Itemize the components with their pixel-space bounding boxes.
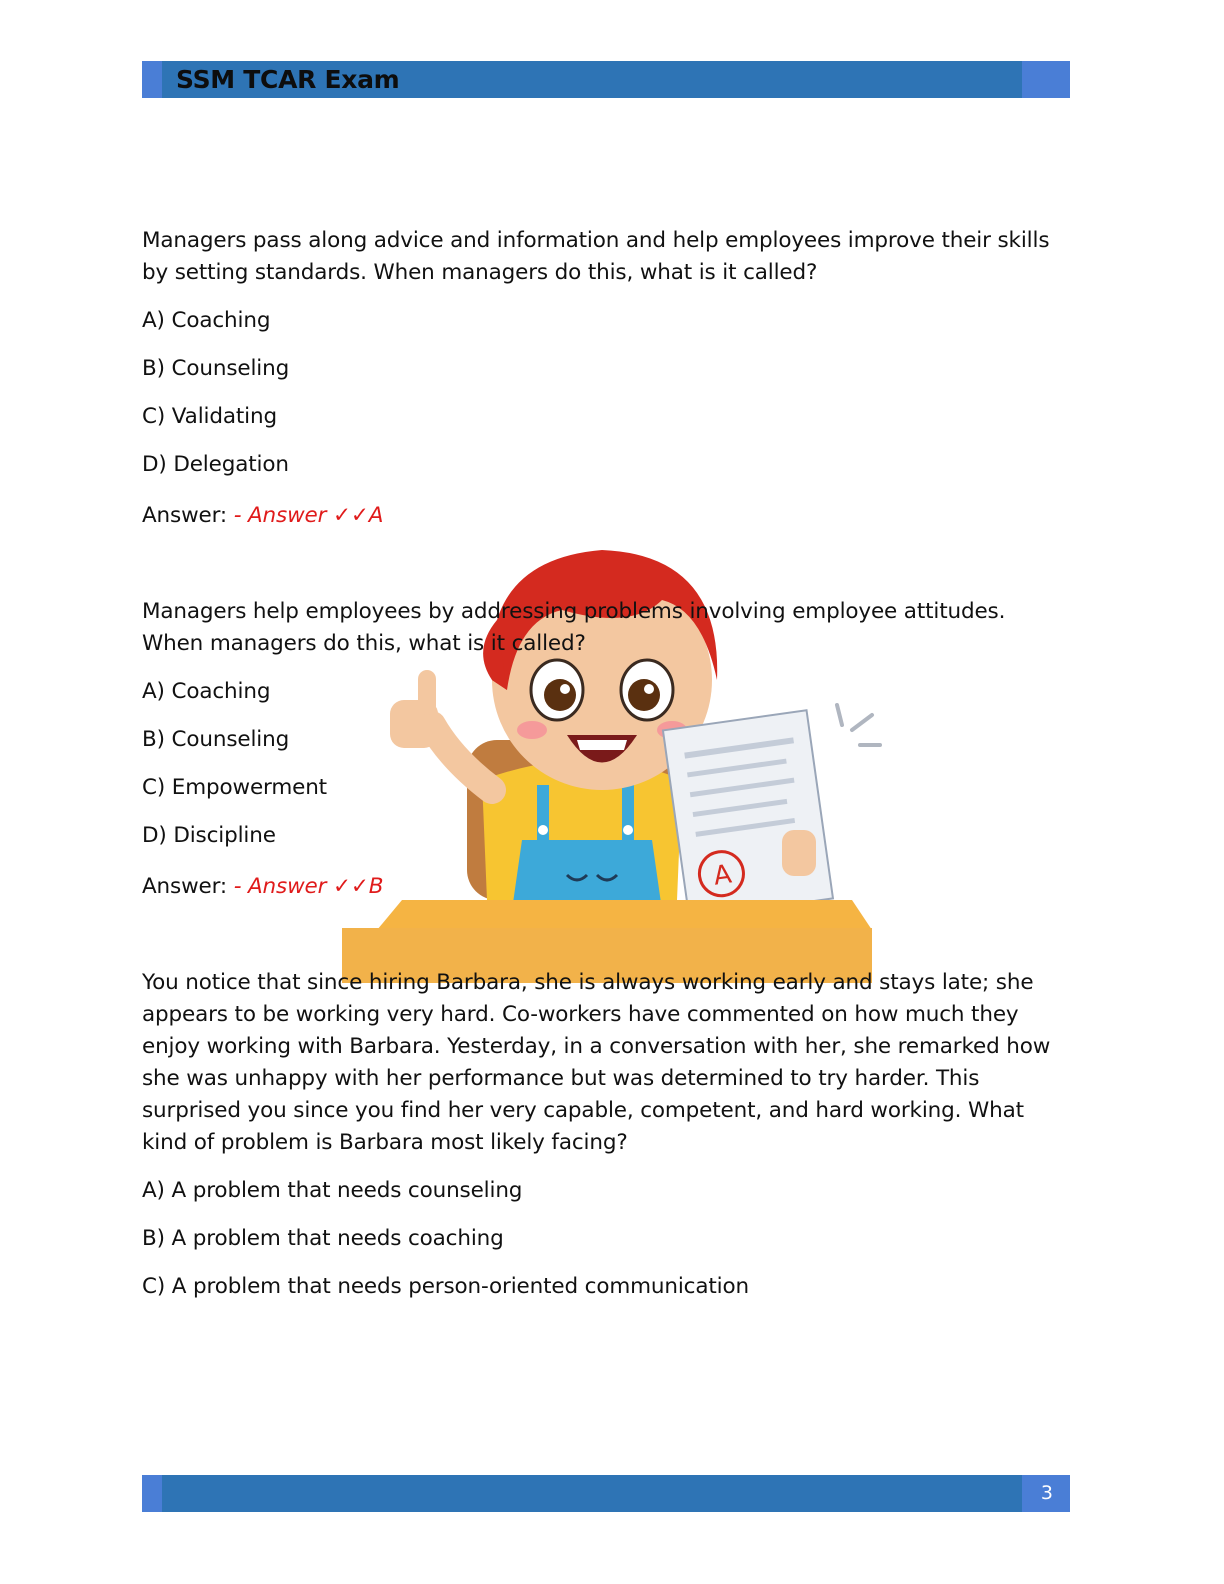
option-b: B) A problem that needs coaching (142, 1226, 504, 1251)
option-b: B) Counseling (142, 727, 290, 752)
answer-value: - Answer ✓✓B (227, 874, 384, 899)
answer-line (142, 500, 1072, 532)
header-title: SSM TCAR Exam (176, 65, 400, 94)
option-a: A) A problem that needs counseling (142, 1178, 523, 1203)
answer-value: - Answer ✓✓A (227, 503, 384, 528)
answer-label: Answer: (142, 874, 228, 899)
answer-label: Answer: (142, 503, 228, 528)
question-text: Managers help employees by addressing problems involving employee attitudes. When managers do this, what is it called? (142, 599, 1006, 656)
header-band (142, 61, 1070, 98)
question-block-2 (142, 596, 1072, 903)
option-c: C) Validating (142, 404, 277, 429)
option-a: A) Coaching (142, 679, 271, 704)
question-block-1 (142, 225, 1072, 532)
footer-band (142, 1475, 1070, 1512)
option-c: C) Empowerment (142, 775, 327, 800)
question-list (142, 225, 1072, 1367)
option-d: D) Delegation (142, 452, 289, 477)
question-text: Managers pass along advice and information and help employees improve their skills by setting standards. When managers do this, what is it called? (142, 228, 1050, 285)
question-text: You notice that since hiring Barbara, she is always working early and stays late; she appears to be working very hard. Co-workers have commented on how much they enjoy working with Barbara. Yesterday, in a conversation with her, she remarked how she was unhappy with her performance but was determined to try harder. This surprised you since you find her very capable, competent, and hard working. What kind of problem is Barbara most likely facing? (142, 970, 1051, 1155)
option-d: D) Discipline (142, 823, 276, 848)
question-block-3 (142, 967, 1072, 1303)
page-number: 3 (1040, 1482, 1053, 1504)
svg-text:A: A (711, 859, 734, 892)
option-c: C) A problem that needs person-oriented communication (142, 1274, 749, 1299)
option-a: A) Coaching (142, 308, 271, 333)
option-b: B) Counseling (142, 356, 290, 381)
answer-line (142, 871, 1072, 903)
